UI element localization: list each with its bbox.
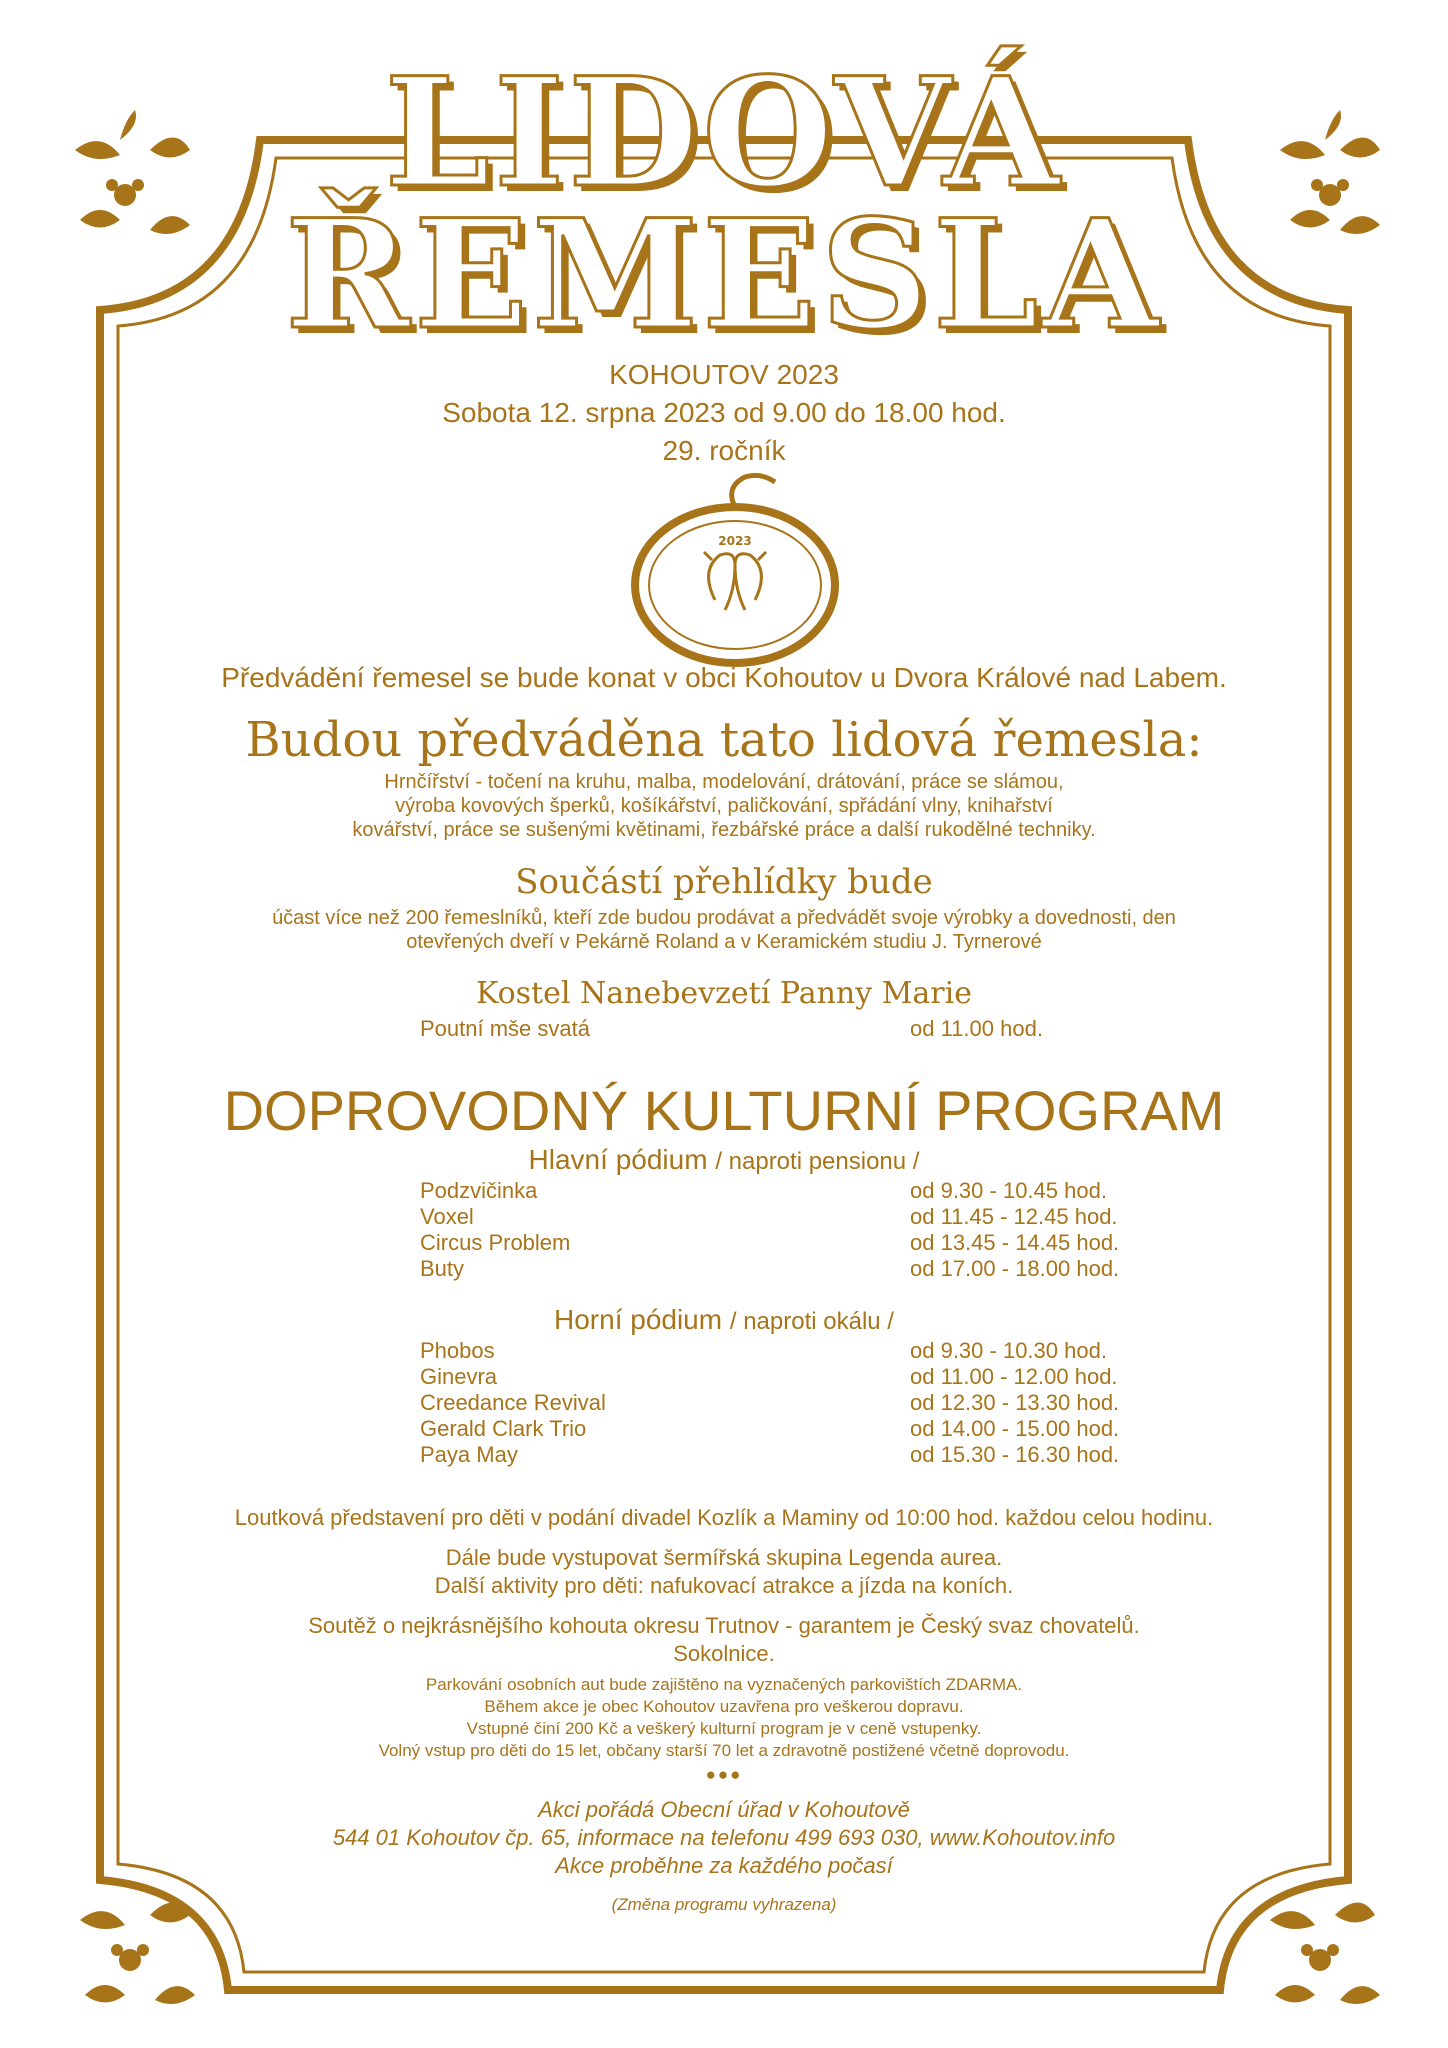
corner-ornament-bottom-right xyxy=(1270,1903,1380,2005)
logo-year: 2023 xyxy=(718,534,752,548)
crafts-heading: Budou předváděna tato lidová řemesla: xyxy=(245,712,1203,768)
stage2-act: Gerald Clark Trio od 14.00 - 15.00 hod. xyxy=(420,1416,1120,1441)
stage2-act: Phobos od 9.30 - 10.30 hod. xyxy=(420,1338,1107,1363)
note-line: Během akce je obec Kohoutov uzavřena pro veškerou dopravu. xyxy=(484,1697,964,1716)
stage2-name: Horní pódium xyxy=(554,1304,723,1335)
puppets-text: Loutková představení pro děti v podání divadel Kozlík a Maminy od 10:00 hod. každou celou hodinu. xyxy=(234,1505,1214,1530)
stage2-act: Creedance Revival od 12.30 - 13.30 hod. xyxy=(420,1390,1120,1415)
stage1-act: Podzvičinka od 9.30 - 10.45 hod. xyxy=(420,1178,1107,1203)
stage1-act: Voxel od 11.45 - 12.45 hod. xyxy=(420,1204,1118,1229)
event-date: Sobota 12. srpna 2023 od 9.00 do 18.00 hod. xyxy=(442,397,1006,428)
church-row xyxy=(420,1016,1140,1042)
corner-ornament-bottom-left xyxy=(80,1903,195,2005)
church-time: od 11.00 hod. xyxy=(910,1016,1043,1041)
church-heading: Kostel Nanebevzetí Panny Marie xyxy=(475,976,972,1011)
kids-text: Další aktivity pro děti: nafukovací atrakce a jízda na koních. xyxy=(434,1573,1014,1598)
church-item: Poutní mše svatá xyxy=(420,1016,590,1041)
footer-organizer: Akci pořádá Obecní úřad v Kohoutově xyxy=(538,1797,910,1822)
title-line-1: LIDOVÁ xyxy=(384,45,1064,221)
stage1-name: Hlavní pódium xyxy=(528,1144,708,1175)
show-line: účast více než 200 řemeslníků, kteří zde budou prodávat a předvádět svoje výrobky a dovednosti, den xyxy=(272,907,1176,929)
footer-contact: 544 01 Kohoutov čp. 65, informace na telefonu 499 693 030, www.Kohoutov.info xyxy=(332,1825,1116,1850)
falconry-text: Sokolnice. xyxy=(673,1641,775,1666)
stage1-note: / naproti pensionu / xyxy=(715,1148,920,1175)
crafts-line: kovářství, práce se sušenými květinami, řezbářské práce a další rukodělné techniky. xyxy=(352,819,1096,841)
stage2-act: Paya May od 15.30 - 16.30 hod. xyxy=(420,1442,1120,1467)
note-line: Parkování osobních aut bude zajištěno na vyznačených parkovištích ZDARMA. xyxy=(425,1675,1023,1694)
stage2-heading xyxy=(160,1304,1288,1336)
stage1-heading xyxy=(160,1144,1288,1176)
stage1-act: Circus Problem od 13.45 - 14.45 hod. xyxy=(420,1230,1120,1255)
contest-text: Soutěž o nejkrásnějšího kohouta okresu Trutnov - garantem je Český svaz chovatelů. xyxy=(308,1613,1140,1638)
stage1-act: Buty od 17.00 - 18.00 hod. xyxy=(420,1256,1120,1281)
event-edition: 29. ročník xyxy=(662,435,786,466)
title-line-2: ŘEMESLA xyxy=(285,187,1163,363)
stage2-act: Ginevra od 11.00 - 12.00 hod. xyxy=(420,1364,1118,1389)
program-heading: DOPROVODNÝ KULTURNÍ PROGRAM xyxy=(223,1079,1225,1142)
rooster-wreath-logo xyxy=(635,475,835,663)
show-line: otevřených dveří v Pekárně Roland a v Keramickém studiu J. Tyrnerové xyxy=(406,931,1042,953)
footer-disclaimer: (Změna programu vyhrazena) xyxy=(611,1895,837,1914)
fencing-text: Dále bude vystupovat šermířská skupina Legenda aurea. xyxy=(445,1545,1003,1570)
note-line: Volný vstup pro děti do 15 let, občany starší 70 let a zdravotně postižené včetně doprovodu. xyxy=(378,1741,1070,1760)
crafts-line: výroba kovových šperků, košíkářství, paličkování, spřádání vlny, knihařství xyxy=(395,795,1053,817)
event-place-year: KOHOUTOV 2023 xyxy=(609,359,839,390)
stage2-note: / naproti okálu / xyxy=(729,1308,894,1335)
footer-weather: Akce proběhne za každého počasí xyxy=(555,1853,893,1878)
note-line: Vstupné činí 200 Kč a veškerý kulturní program je v ceně vstupenky. xyxy=(466,1719,982,1738)
intro-text: Předvádění řemesel se bude konat v obci Kohoutov u Dvora Králové nad Labem. xyxy=(221,662,1227,693)
crafts-line: Hrnčířství - točení na kruhu, malba, modelování, drátování, práce se slámou, xyxy=(384,771,1064,793)
show-heading: Součástí přehlídky bude xyxy=(515,862,933,902)
separator-dots: ●●● xyxy=(705,1765,743,1784)
